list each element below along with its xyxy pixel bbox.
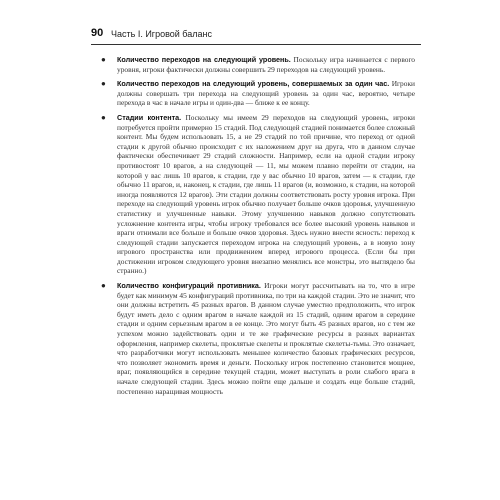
- list-item-body: Игроки могут рассчитывать на то, что в игре будет как минимум 45 конфигураций противника, по три на каждой стадии. Это не значит, что они должны встретить 45 разных врагов. В данном случае уместно предположить, что игрок будут иметь дело с одним врагом в начале каждой из 15 стадий, одним врагом в середине стадии и одним серьезным врагом в ее конце. Это могут быть 45 разных врагов, но с тем же успехом можно задействовать один и те же графические ресурсы в разных вариантах оформления, например скелеты, проклятые скелеты и проклятые скелеты-тьмы. Это означает, что разработчики могут использовать меньшее количество базовых графических ресурсов, что позволяет экономить время и деньги. Поскольку игрок постепенно становится мощнее, враг, появляющийся в середине текущей стадии, может выступать в роли слабого врага в начале следующей стадии. Здесь можно пойти еще дальше и создать еще больше стадий, постепенно наращивая мощность: [117, 281, 415, 396]
- list-item-title: Количество переходов на следующий уровень.: [117, 55, 291, 64]
- list-item-text: [117, 55, 415, 74]
- bullet-icon: ●: [101, 79, 106, 89]
- list-item-title: Стадии контента.: [117, 112, 182, 122]
- list-item-text: [117, 113, 415, 276]
- bullet-icon: ●: [101, 55, 106, 64]
- running-title: Часть I. Игровой баланс: [111, 29, 212, 39]
- list-item-body: Поскольку мы имеем 29 переходов на следующий уровень, игроки потребуется пройти примерно 15 стадий. Под следующей стадией понимается более сложный контент. Мы будем использовать 15, а не 29 стадий по той причине, что переход от одной стадии к другой обычно происходит с их наложением друг на друга, что в данном случае фактически обеспечивает 29 стадий сложности. Например, если на одной стадии игроку противостоят 10 врагов, а на следующей — 11, мы можем плавно перейти от стадии, на которой у вас лишь 10 врагов, к стадии, где у вас обычно 10 врагов, затем — к стадии, где обычно 11 врагов, и, наконец, к стадии, где лишь 11 врагов (и, возможно, к стадии, на которой иногда появляются 12 врагов). Эти стадии должны соответствовать росту уровня игрока. При переходе на следующий уровень игрок обычно получает больше очков здоровья, улучшенную статистику и улучшенные навыки. Этому улучшению навыков должно сопутствовать усложнение контента игры, чтобы игроку требовался все более высокий уровень навыков и враги отнимали все больше и больше очков здоровья. Здесь нужно внести ясность: переход к следующей стадии запускается переходом игрока на следующий уровень, а в новую зону игрового пространства или продвижением вперед игрового процесса. (Если бы при достижении игроком следующего уровня внезапно менялись все монстры, это выглядело бы странно.): [117, 112, 415, 276]
- list-item: [101, 281, 415, 396]
- list-item-body: Поскольку игра начинается с первого уровня, игроки фактически должны совершить 29 переходов на следующий уровень.: [117, 55, 415, 74]
- list-item-body: Игроки должны совершать три перехода на следующий уровень за один час, вероятно, четыре перехода в час в начале игры и один-два — ближе к ее концу.: [117, 79, 415, 108]
- page-content: [101, 55, 415, 401]
- list-item: [101, 55, 415, 74]
- bullet-icon: ●: [101, 112, 106, 122]
- list-item: [101, 79, 415, 108]
- list-item-text: [117, 79, 415, 108]
- list-item-text: [117, 281, 415, 396]
- list-item: [101, 112, 415, 276]
- page-number: 90: [91, 27, 104, 39]
- page-header: [91, 27, 421, 45]
- bullet-icon: ●: [101, 281, 106, 291]
- list-item-title: Количество переходов на следующий уровень, совершаемых за один час.: [117, 79, 390, 89]
- list-item-title: Количество конфигураций противника.: [117, 281, 261, 291]
